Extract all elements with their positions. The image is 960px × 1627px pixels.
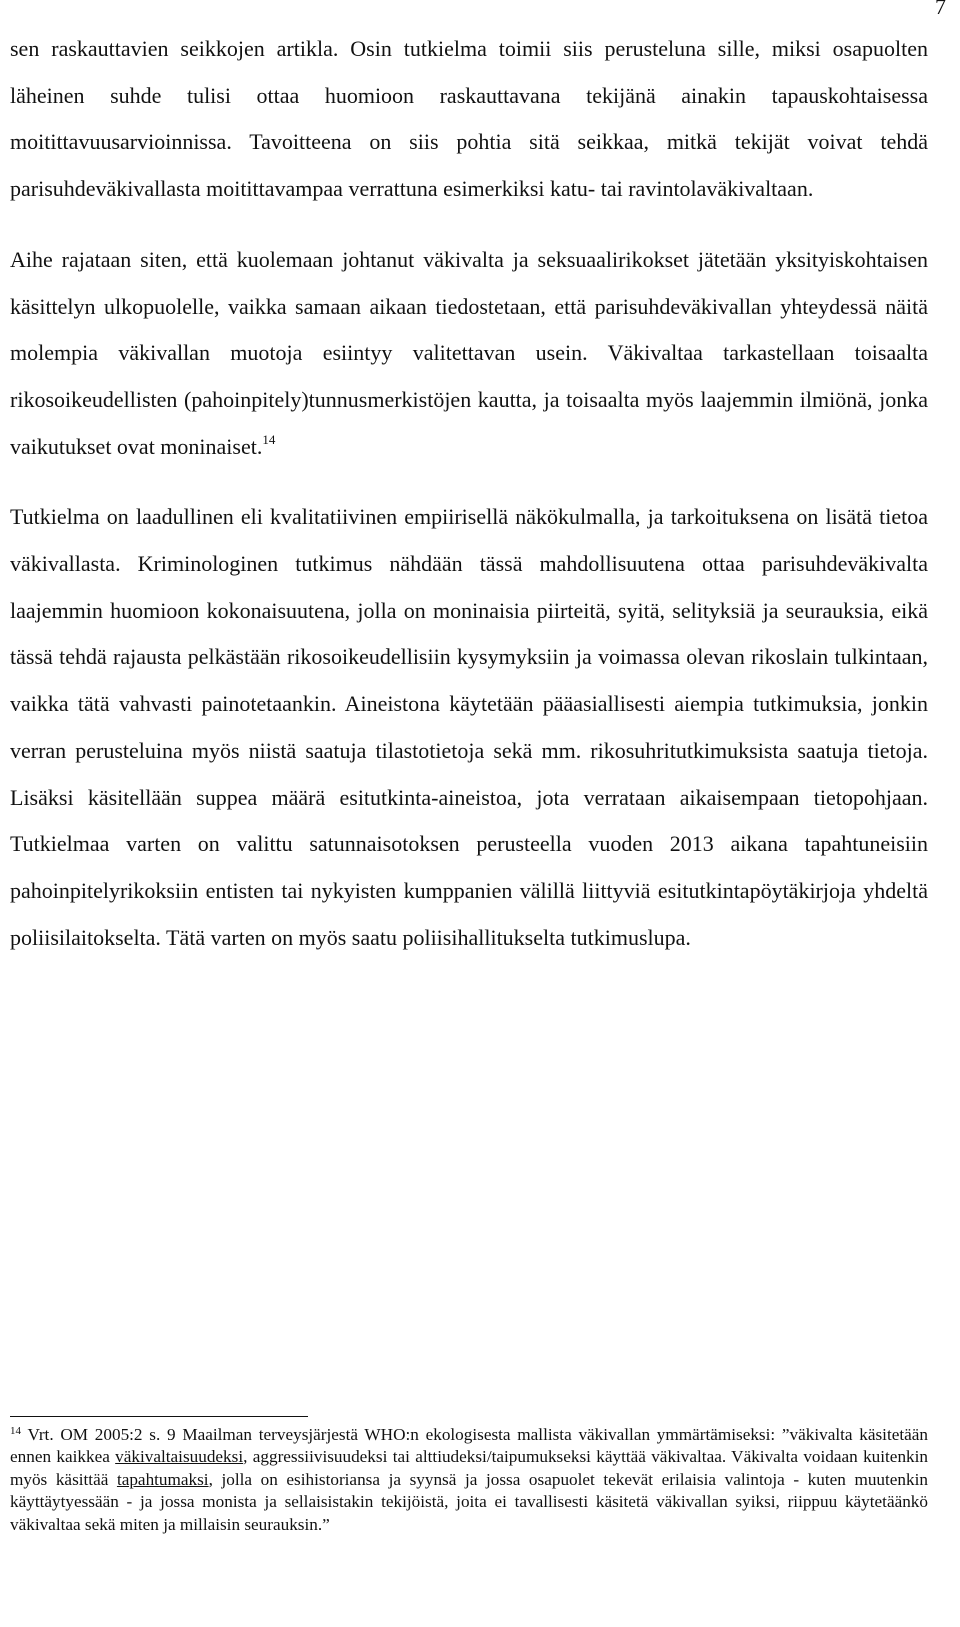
page-number: 7 [935,0,946,19]
footnote-reference[interactable]: 14 [262,431,276,447]
footnote-underlined-term-2: tapahtumaksi [116,1469,209,1489]
paragraph-scope: sen raskauttavien seikkojen artikla. Osin tutkielma toimii siis perusteluna sille, miksi osapuolten läheinen suhde tulisi ottaa huomioon raskauttavana tekijänä ainakin tapauskohtaisessa moitittavuusarvioinnissa. Tavoitteena on siis pohtia sitä seikkaa, mitkä tekijät voivat tehdä parisuhdeväkivallasta moitittavampaa verrattuna esimerkiksi katu- tai ravintolaväkivaltaan. [10,36,928,202]
footnote-divider [10,1416,308,1417]
footnote-text-1: Vrt. OM 2005:2 s. 9 Maailman terveysjärjestä WHO:n ekologisesta mallista väkivallan ymmärtämiseksi: ”väkivalta käsitetään ennen kaikkea [10,1425,928,1467]
paragraph-delimitation [10,237,928,471]
paragraph-method: Tutkielma on laadullinen eli kvalitatiivinen empiirisellä näkökulmalla, ja tarkoituksena on lisätä tietoa väkivallasta. Kriminologinen tutkimus nähdään tässä mahdollisuutena ottaa parisuhdeväkivalta laajemmin huomioon kokonaisuutena, jolla on moninaisia piirteitä, syitä, selityksiä ja seurauksia, eikä tässä tehdä rajausta pelkästään rikosoikeudellisiin kysymyksiin ja voimassa olevan rikoslain tulkintaan, vaikka tätä vahvasti painotetaankin. Aineistona käytetään pääasiallisesti aiempia tutkimuksia, jonkin verran perusteluina myös niistä saatuja tilastotietoja sekä mm. rikosuhritutkimuksista saatuja tietoja. Lisäksi käsitellään suppea määrä esitutkinta-aineistoa, jota verrataan aikaisempaan tietopohjaan. Tutkielmaa varten on valittu satunnaisotoksen perusteella vuoden 2013 aikana tapahtuneisiin pahoinpitelyrikoksiin entisten tai nykyisten kumppanien välillä liittyviä esitutkintapöytäkirjoja yhdeltä poliisilaitokselta. Tätä varten on myös saatu poliisihallitukselta tutkimuslupa. [10,504,928,950]
footnote-number: 14 [10,1425,21,1437]
footnote-text-3: , jolla on esihistoriansa ja syynsä ja jossa osapuolet tekevät erilaisia valintoja - kuten muutenkin käyttäytyessään - ja jossa monista ja sellaisistakin tekijöistä, joita ei tavallisesti käsitetä väkivallan syiksi, riippuu käytetäänkö väkivaltaa sekä miten ja millaisin seurauksin.” [10,1469,928,1534]
paragraph-delimitation-text: Aihe rajataan siten, että kuolemaan johtanut väkivalta ja seksuaalirikokset jätetään yksityiskohtaisen käsittelyn ulkopuolelle, vaikka samaan aikaan tiedostetaan, että parisuhdeväkivallan yhteydessä näitä molempia väkivallan muotoja esiintyy valitettavan usein. Väkivaltaa tarkastellaan toisaalta rikosoikeudellisten (pahoinpitely)tunnusmerkistöjen kautta, ja toisaalta myös laajemmin ilmiönä, jonka vaikutukset ovat moninaiset. [10,246,928,459]
body-text [10,26,928,961]
footnote-14 [10,1424,928,1536]
footnote-underlined-term-1: väkivaltaisuudeksi [115,1447,244,1467]
footnotes [10,1424,928,1536]
footnote-text-2: , aggressiivisuudeksi tai alttiudeksi/taipumukseksi käyttää väkivaltaa. Väkivalta voidaan kuitenkin myös käsittää [10,1447,928,1489]
